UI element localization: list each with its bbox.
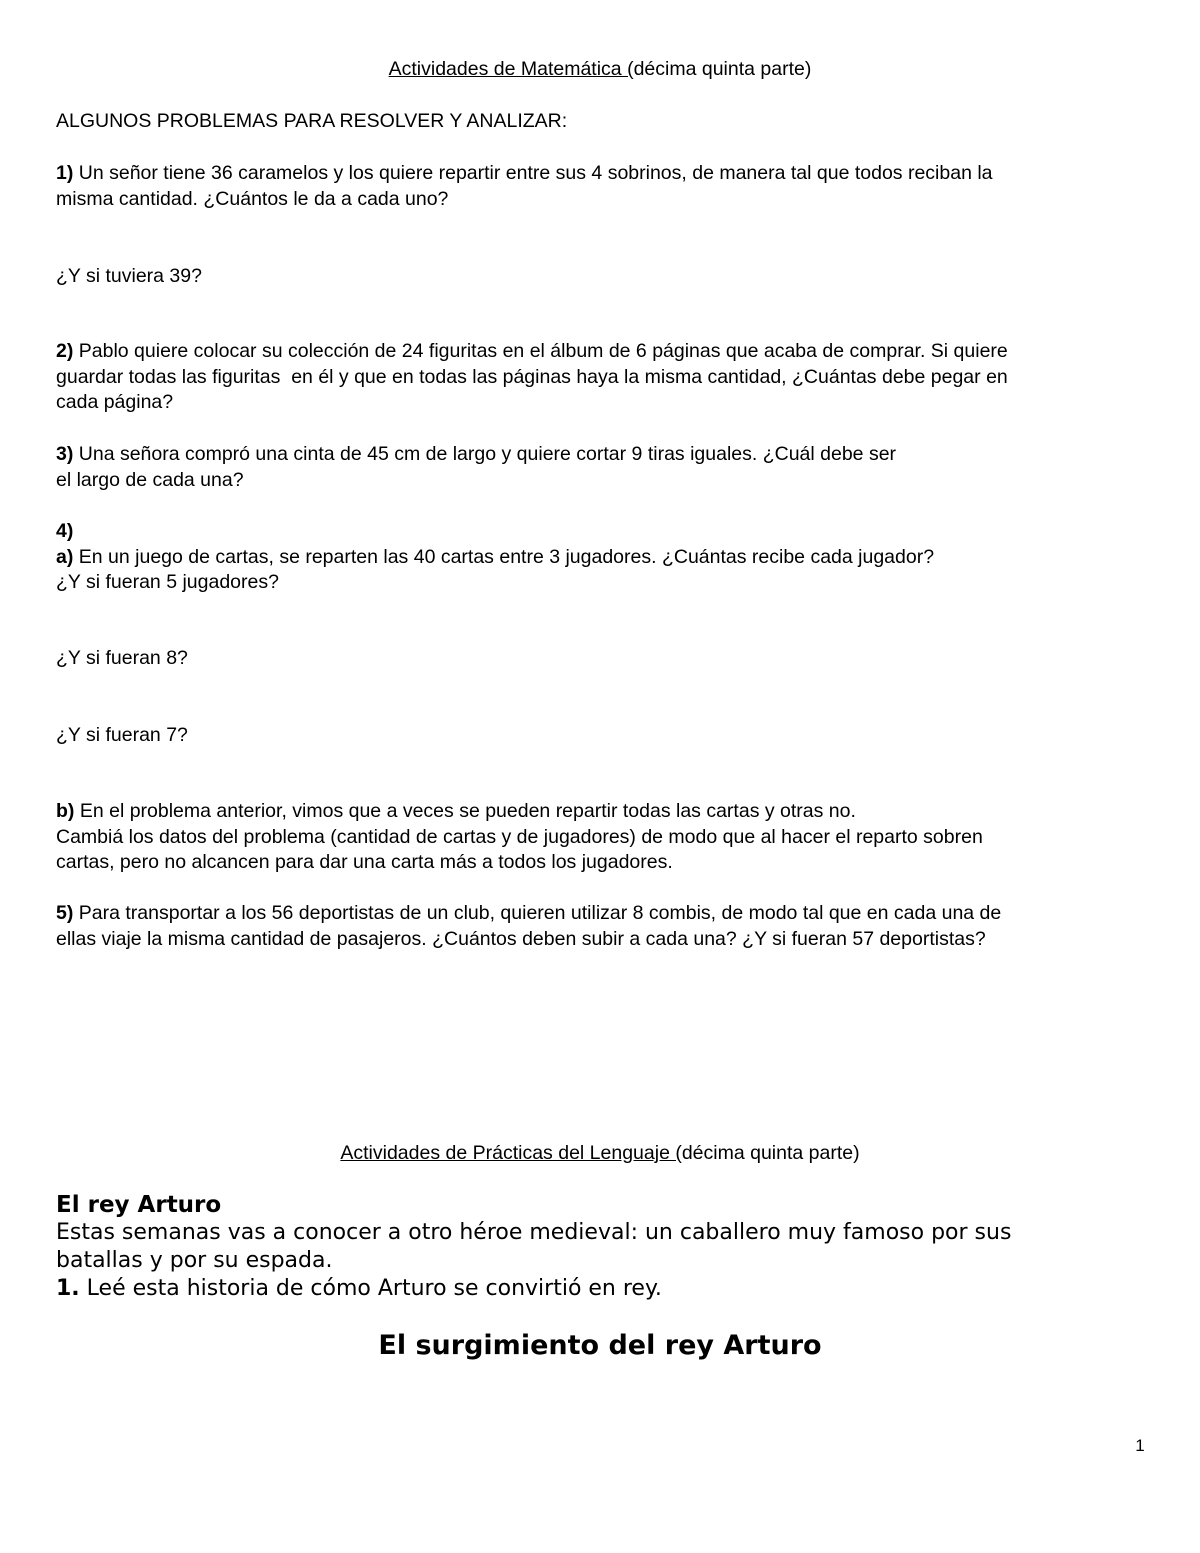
problem-4a-label: a) xyxy=(56,545,74,568)
problem-4a-line-1: a) En un juego de cartas, se reparten las 40 cartas entre 3 jugadores. ¿Cuántas recibe cada jugador? xyxy=(56,545,935,568)
problem-4b-line-1: b) En el problema anterior, vimos que a veces se pueden repartir todas las cartas y otras no. xyxy=(56,800,856,822)
language-heading: El rey Arturo xyxy=(56,1192,222,1218)
language-body xyxy=(56,1191,1156,1303)
problem-3-number: 3) xyxy=(56,443,74,465)
problem-3-line-2: el largo de cada una? xyxy=(56,468,244,491)
problem-4a-q8: ¿Y si fueran 8? xyxy=(56,647,188,669)
language-title-underlined: Actividades de Prácticas del Lenguaje ( xyxy=(340,1142,682,1164)
page-number: 1 xyxy=(1135,1436,1145,1455)
language-intro-line-2: batallas y por su espada. xyxy=(56,1248,333,1273)
problem-1-number: 1) xyxy=(56,162,74,184)
language-section-title xyxy=(0,1141,1200,1167)
problem-4a-q7: ¿Y si fueran 7? xyxy=(56,724,188,746)
problem-4 xyxy=(56,519,1156,596)
language-task: 1. Leé esta historia de cómo Arturo se convirtió en rey. xyxy=(56,1276,662,1301)
problem-3-line-1: 3) Una señora compró una cinta de 45 cm de largo y quiere cortar 9 tiras iguales. ¿Cuál debe ser xyxy=(56,443,897,465)
language-title-rest: décima quinta parte) xyxy=(681,1142,860,1164)
problem-5-number: 5) xyxy=(56,902,74,924)
problem-5-line-1: 5) Para transportar a los 56 deportistas de un club, quieren utilizar 8 combis, de modo tal que en cada una de xyxy=(56,902,1002,924)
language-task-number: 1. xyxy=(56,1276,80,1301)
problem-1 xyxy=(56,161,1156,212)
problem-2-line-1: 2) Pablo quiere colocar su colección de 24 figuritas en el álbum de 6 páginas que acaba de comprar. Si quiere xyxy=(56,340,1008,362)
problem-4-number: 4) xyxy=(56,520,74,542)
problem-1-line-1: 1) Un señor tiene 36 caramelos y los quiere repartir entre sus 4 sobrinos, de manera tal que todos reciban la xyxy=(56,162,993,184)
math-title-underlined: Actividades de Matemática ( xyxy=(388,58,634,80)
problem-4a-line-2: ¿Y si fueran 5 jugadores? xyxy=(56,571,279,593)
math-title-rest: décima quinta parte) xyxy=(633,58,812,80)
language-intro-line-1: Estas semanas vas a conocer a otro héroe medieval: un caballero muy famoso por sus xyxy=(56,1220,1012,1245)
problem-2-line-2: guardar todas las figuritas en él y que en todas las páginas haya la misma cantidad, ¿Cuántas debe pegar en xyxy=(56,365,1008,388)
problem-2-line-3: cada página? xyxy=(56,391,174,413)
problem-4b xyxy=(56,799,1156,876)
problem-1-line-2: misma cantidad. ¿Cuántos le da a cada uno? xyxy=(56,187,449,210)
story-title: El surgimiento del rey Arturo xyxy=(378,1330,822,1361)
math-section-title xyxy=(0,57,1200,83)
problem-3 xyxy=(56,442,1156,493)
problem-2 xyxy=(56,339,1156,416)
problem-4b-line-3: cartas, pero no alcancen para dar una carta más a todos los jugadores. xyxy=(56,851,673,873)
problem-1-followup: ¿Y si tuviera 39? xyxy=(56,265,202,287)
math-subtitle: ALGUNOS PROBLEMAS PARA RESOLVER Y ANALIZAR: xyxy=(56,110,568,132)
problem-2-number: 2) xyxy=(56,340,74,362)
problem-4b-line-2: Cambiá los datos del problema (cantidad de cartas y de jugadores) de modo que al hacer el reparto sobren xyxy=(56,825,983,848)
problem-5-line-2: ellas viaje la misma cantidad de pasajeros. ¿Cuántos deben subir a cada una? ¿Y si fueran 57 deportistas? xyxy=(56,927,986,950)
problem-4b-label: b) xyxy=(56,800,75,822)
problem-5 xyxy=(56,901,1156,952)
